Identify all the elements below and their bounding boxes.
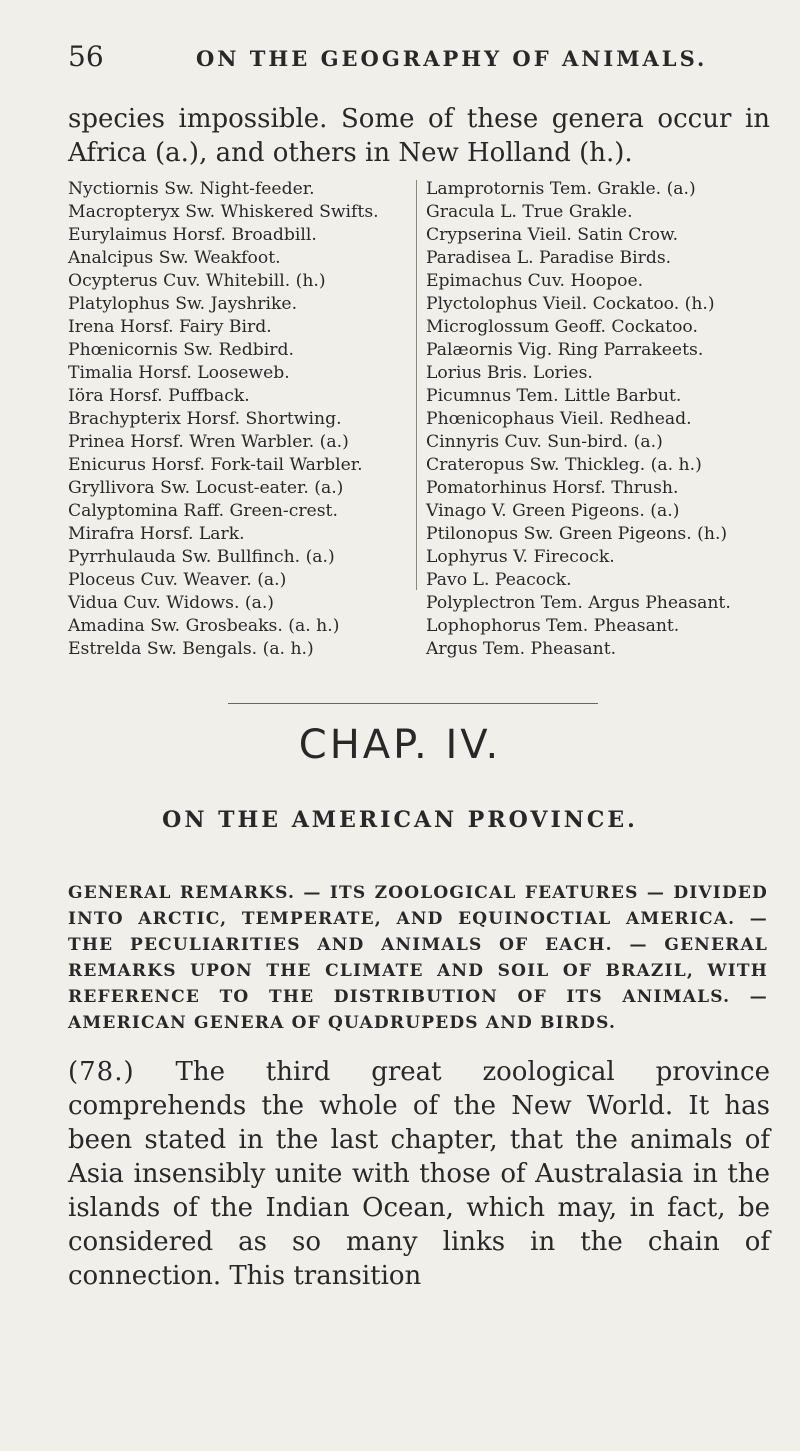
genus-entry: Lorius Bris. Lories. bbox=[426, 363, 593, 383]
genus-entry: Gryllivora Sw. Locust-eater. (a.) bbox=[68, 478, 344, 498]
genus-entry: Irena Horsf. Fairy Bird. bbox=[68, 317, 272, 337]
genus-entry: Nyctiornis Sw. Night-feeder. bbox=[68, 179, 315, 199]
genus-entry: Pyrrhulauda Sw. Bullfinch. (a.) bbox=[68, 547, 335, 567]
genus-entry: Vinago V. Green Pigeons. (a.) bbox=[426, 501, 680, 521]
genus-entry: Mirafra Horsf. Lark. bbox=[68, 524, 245, 544]
genus-entry: Ocypterus Cuv. Whitebill. (h.) bbox=[68, 271, 326, 291]
genus-entry: Vidua Cuv. Widows. (a.) bbox=[68, 593, 274, 613]
genus-entry: Eurylaimus Horsf. Broadbill. bbox=[68, 225, 317, 245]
genus-entry: Lamprotornis Tem. Grakle. (a.) bbox=[426, 179, 696, 199]
genus-entry: Pomatorhinus Horsf. Thrush. bbox=[426, 478, 679, 498]
genus-entry: Iöra Horsf. Puffback. bbox=[68, 386, 250, 406]
genus-entry: Microglossum Geoff. Cockatoo. bbox=[426, 317, 698, 337]
genus-entry: Cinnyris Cuv. Sun-bird. (a.) bbox=[426, 432, 663, 452]
genus-entry: Enicurus Horsf. Fork-tail Warbler. bbox=[68, 455, 363, 475]
genus-entry: Palæornis Vig. Ring Parrakeets. bbox=[426, 340, 704, 360]
genus-entry: Amadina Sw. Grosbeaks. (a. h.) bbox=[68, 616, 340, 636]
chapter-title: CHAP. IV. bbox=[298, 722, 502, 768]
genus-entry: Paradisea L. Paradise Birds. bbox=[426, 248, 672, 268]
genus-entry: Prinea Horsf. Wren Warbler. (a.) bbox=[68, 432, 349, 452]
page-number: 56 bbox=[68, 40, 104, 73]
genus-entry: Platylophus Sw. Jayshrike. bbox=[68, 294, 298, 314]
genus-entry: Macropteryx Sw. Whiskered Swifts. bbox=[68, 202, 379, 222]
genus-entry: Crypserina Vieil. Satin Crow. bbox=[426, 225, 679, 245]
body-paragraph bbox=[68, 1055, 770, 1293]
genus-entry: Analcipus Sw. Weakfoot. bbox=[68, 248, 281, 268]
paragraph-text: The third great zoological province comprehends the whole of the New World. It has been stated in the last chapter, that the animals of Asia insensibly unite with those of Australasia in the islands of the Indian Ocean, which may, in fact, be considered as so many links in the chain of connection. This transition bbox=[68, 1057, 771, 1291]
genus-entry: Estrelda Sw. Bengals. (a. h.) bbox=[68, 639, 314, 659]
genus-entry: Argus Tem. Pheasant. bbox=[426, 639, 617, 659]
intro-paragraph: species impossible. Some of these genera occur in Africa (a.), and others in New Holland (h.). bbox=[68, 104, 770, 168]
genus-entry: Epimachus Cuv. Hoopoe. bbox=[426, 271, 644, 291]
genus-entry: Plyctolophus Vieil. Cockatoo. (h.) bbox=[426, 294, 715, 314]
genus-entry: Timalia Horsf. Looseweb. bbox=[68, 363, 290, 383]
page-header bbox=[68, 40, 768, 80]
genus-entry: Gracula L. True Grakle. bbox=[426, 202, 633, 222]
genus-entry: Ptilonopus Sw. Green Pigeons. (h.) bbox=[426, 524, 728, 544]
chapter-summary: GENERAL REMARKS. — ITS ZOOLOGICAL FEATURES — DIVIDED INTO ARCTIC, TEMPERATE, AND EQUINOCTIAL AMERICA. — THE PECULIARITIES AND ANIMALS OF EACH. — GENERAL REMARKS UPON THE CLIMATE AND SOIL OF BRAZIL, WITH REFERENCE TO THE DISTRIBUTION OF ITS ANIMALS. — AMERICAN GENERA OF QUADRUPEDS AND BIRDS. bbox=[68, 883, 768, 1033]
genus-entry: Polyplectron Tem. Argus Pheasant. bbox=[426, 593, 731, 613]
genus-list-right bbox=[426, 178, 776, 661]
genus-entry: Ploceus Cuv. Weaver. (a.) bbox=[68, 570, 287, 590]
genus-entry: Lophyrus V. Firecock. bbox=[426, 547, 615, 567]
chapter-subtitle: ON THE AMERICAN PROVINCE. bbox=[162, 807, 638, 833]
genus-entry: Phœnicophaus Vieil. Redhead. bbox=[426, 409, 692, 429]
genus-entry: Phœnicornis Sw. Redbird. bbox=[68, 340, 294, 360]
genus-entry: Picumnus Tem. Little Barbut. bbox=[426, 386, 682, 406]
genus-entry: Crateropus Sw. Thickleg. (a. h.) bbox=[426, 455, 702, 475]
section-rule bbox=[228, 703, 598, 704]
genus-entry: Pavo L. Peacock. bbox=[426, 570, 572, 590]
genus-entry: Lophophorus Tem. Pheasant. bbox=[426, 616, 680, 636]
paragraph-number: (78.) bbox=[68, 1057, 135, 1087]
column-divider bbox=[416, 180, 417, 590]
genus-entry: Calyptomina Raff. Green-crest. bbox=[68, 501, 338, 521]
running-title: ON THE GEOGRAPHY OF ANIMALS. bbox=[196, 46, 708, 71]
genus-list-left bbox=[68, 178, 408, 661]
genus-entry: Brachypterix Horsf. Shortwing. bbox=[68, 409, 342, 429]
